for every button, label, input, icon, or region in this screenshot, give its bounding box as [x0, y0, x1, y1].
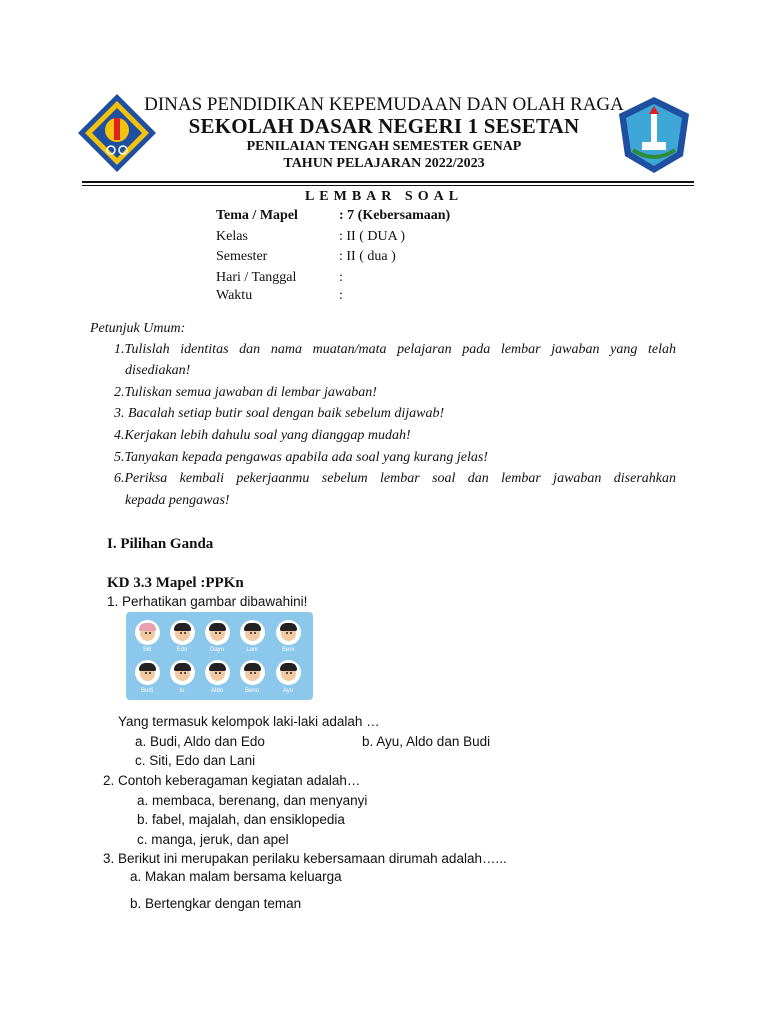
sheet-title: LEMBAR SOAL — [304, 189, 464, 204]
info-value-tema: : 7 (Kebersamaan) — [339, 208, 451, 223]
child-name: Lani — [246, 647, 258, 653]
header-school: SEKOLAH DASAR NEGERI 1 SESETAN — [188, 114, 580, 138]
instructions-title: Petunjuk Umum: — [90, 321, 186, 336]
info-value-waktu: : — [339, 288, 343, 303]
question-2-option-c: c. manga, jeruk, dan apel — [137, 832, 289, 847]
question-1-option-a: a. Budi, Aldo dan Edo — [135, 734, 265, 749]
child-name: Edo — [176, 647, 188, 653]
question-1: 1. Perhatikan gambar dibawahini! — [107, 594, 308, 609]
child-face — [240, 660, 265, 685]
header-divider-thick — [82, 181, 694, 183]
child-face — [276, 620, 301, 645]
question-2: 2. Contoh keberagaman kegiatan adalah… — [103, 773, 361, 788]
child-face — [205, 620, 230, 645]
instruction-item: 3. Bacalah setiap butir soal dengan baik sebelum dijawab! — [114, 406, 445, 421]
info-label-semester: Semester — [216, 249, 268, 264]
info-label-hari: Hari / Tanggal — [216, 270, 297, 285]
child-name: Iu — [179, 688, 185, 694]
question-2-option-a: a. membaca, berenang, dan menyanyi — [137, 793, 368, 808]
info-label-kelas: Kelas — [216, 229, 248, 244]
question-1-stem: Yang termasuk kelompok laki-laki adalah … — [118, 714, 380, 729]
child-name: Aldo — [210, 688, 223, 694]
info-label-tema: Tema / Mapel — [216, 208, 298, 223]
child-face — [135, 660, 160, 685]
instruction-item: kepada pengawas! — [125, 493, 230, 508]
instruction-item: 1.Tulislah identitas dan nama muatan/mata pelajaran pada lembar jawaban yang telah — [114, 342, 676, 357]
header-year: TAHUN PELAJARAN 2022/2023 — [283, 156, 485, 171]
child-name: Beno — [244, 688, 259, 694]
question-3: 3. Berikut ini merupakan perilaku kebersamaan dirumah adalah…... — [103, 851, 507, 866]
info-value-hari: : — [339, 270, 343, 285]
kd-title: KD 3.3 Mapel :PPKn — [107, 575, 244, 591]
info-value-kelas: : II ( DUA ) — [339, 229, 406, 244]
section-title: I. Pilihan Ganda — [107, 536, 214, 552]
instruction-item: 2.Tuliskan semua jawaban di lembar jawaban! — [114, 385, 377, 400]
question-2-option-b: b. fabel, majalah, dan ensiklopedia — [137, 812, 345, 827]
child-name: Dayu — [209, 647, 224, 653]
info-value-semester: : II ( dua ) — [339, 249, 396, 264]
question-3-option-b: b. Bertengkar dengan teman — [130, 896, 302, 911]
child-face — [170, 620, 195, 645]
child-name: Ayu — [282, 688, 294, 694]
question-1-option-b: b. Ayu, Aldo dan Budi — [362, 734, 491, 749]
child-face — [240, 620, 265, 645]
info-label-waktu: Waktu — [216, 288, 253, 303]
instruction-item: disediakan! — [125, 363, 191, 378]
child-name: Siti — [142, 647, 152, 653]
header-divider-thin — [82, 185, 694, 186]
instruction-item: 6.Periksa kembali pekerjaanmu sebelum lembar soal dan lembar jawaban diserahkan — [114, 471, 676, 486]
child-face — [170, 660, 195, 685]
child-face — [135, 620, 160, 645]
instruction-item: 5.Tanyakan kepada pengawas apabila ada soal yang kurang jelas! — [114, 450, 488, 465]
child-face — [276, 660, 301, 685]
child-face — [205, 660, 230, 685]
instruction-item: 4.Kerjakan lebih dahulu soal yang dianggap mudah! — [114, 428, 411, 443]
question-3-option-a: a. Makan malam bersama keluarga — [130, 869, 342, 884]
children-figure — [126, 612, 313, 700]
child-name: Budi — [140, 688, 153, 694]
question-1-option-c: c. Siti, Edo dan Lani — [135, 753, 256, 768]
header-exam: PENILAIAN TENGAH SEMESTER GENAP — [246, 139, 522, 154]
header-agency: DINAS PENDIDIKAN KEPEMUDAAN DAN OLAH RAGA — [144, 94, 624, 115]
child-name: Beni — [281, 647, 294, 653]
